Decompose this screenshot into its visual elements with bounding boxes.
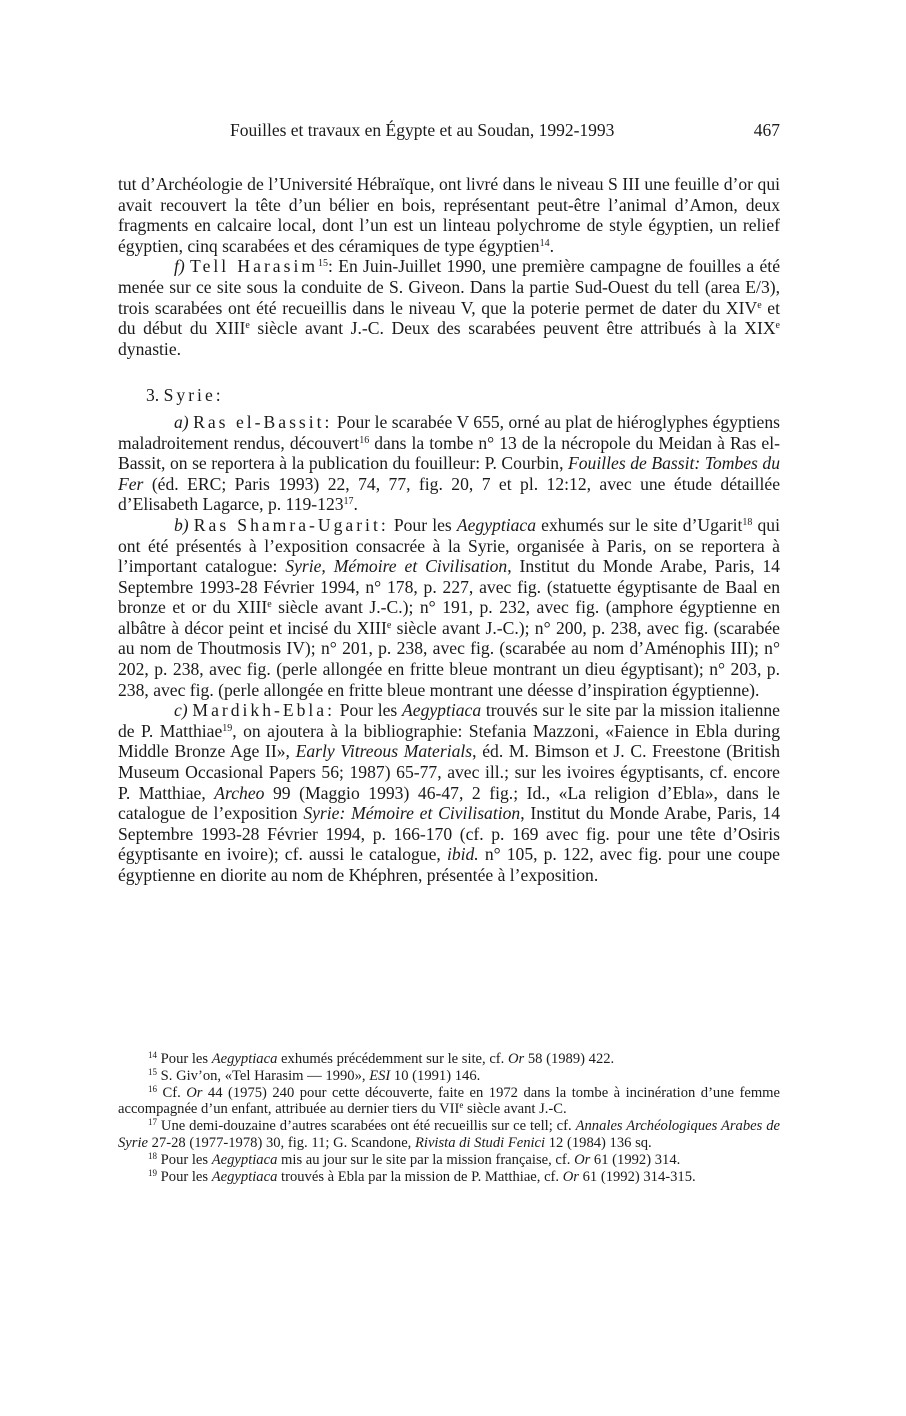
paragraph-text: n° 105, p. 122, avec fig. pour une coupe égyptienne en diorite au nom de Khéphren, présentée à l’exposition. [118,844,780,885]
footnote-17 [118,1118,780,1152]
footnote-number: 18 [148,1150,157,1161]
paragraph-text: siècle avant J.-C.); n° 200, p. 238, avec fig. (scarabée au nom de Thoutmosis IV); n° 201, p. 238, avec fig. (scarabée au nom d’Aménophis III); n° 202, p. 238, avec fig. (perle allongée en fritte bleue montrant un dieu égyptisant); n° 203, p. 238, avec fig. (perle allongée en fritte bleue montrant une déesse d’inspiration égyptienne). [118,617,780,700]
paragraph-text: qui ont été présentés à l’exposition consacrée à la Syrie, organisée à Paris, on se reportera à l’important catalogue: [118,514,780,577]
paragraph-text: Pour le scarabée V 655, orné au plat de hiéroglyphes égyptiens maladroitement rendus, découvert [118,411,780,453]
footnote-number: 14 [148,1050,157,1060]
section-title: Syrie: [163,385,224,406]
paragraph-text: Pour les [388,514,457,535]
footnote-ref: 19 [222,722,233,734]
site-name: Ras el-Bassit: [193,411,333,432]
italic-term: Aegyptiaca [456,514,537,535]
journal-abbrev: Or [507,1051,525,1067]
italic-term: ibid. [446,844,479,865]
journal-title: Rivista di Studi Fenici [414,1134,546,1151]
footnote-number: 15 [148,1066,157,1077]
item-label: b) [174,514,189,535]
paragraph-text: , on ajoutera à la bibliographie: Stefania Mazzoni, «Faience in Ebla during Middle Bronze Age II», [118,720,780,762]
footnote-18 [118,1152,780,1169]
italic-term: Aegyptiaca [402,700,482,721]
footnote-text: Cf. [162,1084,187,1101]
footnote-text: 61 (1992) 314. [590,1151,681,1168]
paragraph-end: . [549,235,554,256]
item-label: f) [174,256,185,277]
superscript: e [757,299,762,311]
paragraph-text: dans la tombe n° 13 de la nécropole du Meidan à Ras el-Bassit, on se reportera à la publication du fouilleur: P. Courbin, [118,432,780,474]
italic-term: Aegyptiaca [211,1051,278,1067]
journal-abbrev: Or [562,1168,579,1185]
footnote-text: 27-28 (1977-1978) 30, fig. 11; G. Scandone, [148,1134,415,1151]
footnotes [118,1051,780,1185]
footnote-text: Une demi-douzaine d’autres scarabées ont été recueillis sur ce tell; cf. [160,1118,576,1135]
paragraph-text: 99 (Maggio 1993) 46-47, 2 fig.; Id., «La religion d’Ebla», dans le catalogue de l’exposition [118,782,780,824]
paragraph-ras-el-bassit [118,412,780,515]
journal-abbrev: Or [574,1151,591,1168]
catalogue-title: Syrie: Mémoire et Civilisation [303,803,521,824]
paragraph-text: , Institut du Monde Arabe, Paris, 14 Septembre 1993-28 Février 1994, p. 166-170 (cf. p. 169 avec fig. pour une tête d’Osiris égyptisante en ivoire); cf. aussi le catalogue, [118,803,780,865]
footnote-text: Pour les [160,1051,212,1067]
item-label: a) [174,411,189,432]
footnote-ref: 17 [343,496,354,508]
paragraph-continuation [118,174,780,256]
paragraph-text: et du début du XIII [118,297,780,339]
footnote-text: 58 (1989) 422. [524,1051,615,1067]
paragraph-text: exhumés sur le site d’Ugarit [536,514,743,535]
journal-title: Annales Archéologiques Arabes de Syrie [118,1118,780,1151]
footnote-number: 19 [148,1167,157,1178]
footnote-19 [118,1169,780,1186]
footnote-text: 10 (1991) 146. [390,1067,481,1084]
superscript: e [267,599,272,611]
footnote-text: Pour les [160,1168,212,1185]
paragraph-text: trouvés sur le site par la mission italienne de P. Matthiae [118,700,780,741]
page-number: 467 [753,120,780,140]
footnote-ref: 16 [359,434,370,446]
paragraph-text: Pour les [335,700,403,721]
footnote-ref: 14 [539,237,550,249]
paragraph-text: : En Juin-Juillet 1990, une première campagne de fouilles a été menée sur ce site sous la conduite de S. Giveon. Dans la partie Sud-Ouest du tell (area E/3), trois scarabées ont été recueillis dans le niveau V, que la poterie permet de dater du XIV [118,256,781,318]
main-text [118,174,780,886]
catalogue-title: Syrie, Mémoire et Civilisation [285,556,508,577]
item-label: c) [174,700,188,721]
paragraph-ras-shamra [118,515,780,700]
footnote-text: S. Giv’on, «Tel Harasim — 1990», [160,1067,370,1084]
superscript: e [245,320,250,332]
paragraph-text: , éd. M. Bimson et J. C. Freestone (British Museum Occasional Papers 56; 1987) 65-77, avec ill.; sur les ivoires égyptisants, cf. encore P. Matthiae, [118,741,780,803]
footnote-15 [118,1068,780,1085]
superscript: e [386,619,392,631]
paragraph-text: siècle avant J.-C. Deux des scarabées peuvent être attribués à la XIX [249,318,776,339]
site-name: Mardikh-Ebla: [192,700,335,721]
site-name: Ras Shamra-Ugarit: [193,514,389,535]
footnote-text: exhumés précédemment sur le site, cf. [277,1051,508,1067]
paragraph-text: tut d’Archéologie de l’Université Hébraïque, ont livré dans le niveau S III une feuille d’or qui avait recouvert la tête d’un bélier en bois, représentant peut-être l’animal d’Amon, deux fragments en calcaire local, dont l’un est un linteau polychrome de style égyptien, un relief égyptien, cinq scarabées et des céramiques de type égyptien [118,174,780,256]
journal-title: Early Vitreous Materials [295,741,473,762]
footnote-ref: 18 [742,516,753,528]
section-number: 3. [146,385,160,406]
paragraph-text: dynastie. [118,338,182,359]
footnote-text: 61 (1992) 314-315. [578,1168,696,1185]
paragraph-tell-harasim [118,256,780,359]
running-title: Fouilles et travaux en Égypte et au Soudan, 1992-1993 [230,120,615,140]
footnote-14 [118,1051,780,1068]
paragraph-text: siècle avant J.-C.); n° 191, p. 232, avec fig. (amphore égyptienne en albâtre à décor peint et incisé du XIII [118,597,780,638]
italic-term: Aegyptiaca [211,1168,278,1185]
paragraph-text: , Institut du Monde Arabe, Paris, 14 Septembre 1993-28 Février 1994, n° 178, p. 227, avec fig. (statuette égyptisante de Baal en bronze et or du XIII [118,556,780,618]
footnote-text: 44 (1975) 240 pour cette découverte, faite en 1972 dans la tombe à incinération d’une femme accompagnée d’un enfant, attribuée au dernier tiers du VII [118,1084,780,1118]
journal-abbrev: ESI [369,1067,391,1084]
footnote-text: Pour les [160,1151,212,1168]
footnote-number: 17 [148,1117,157,1128]
superscript: e [459,1100,464,1111]
paragraph-end: . [353,494,358,515]
section-heading [118,385,780,406]
footnote-text: trouvés à Ebla par la mission de P. Matthiae, cf. [277,1168,563,1185]
footnote-number: 16 [148,1083,157,1094]
journal-title: Archeo [214,782,265,803]
journal-abbrev: Or [186,1084,203,1101]
book-title: Fouilles de Bassit: Tombes du Fer [118,453,780,494]
footnote-ref: 15 [318,258,329,270]
paragraph-mardikh-ebla [118,700,780,885]
site-name: Tell Harasim [190,256,319,277]
footnote-16 [118,1085,780,1119]
superscript: e [775,320,780,332]
footnote-text: 12 (1984) 136 sq. [545,1134,652,1151]
italic-term: Aegyptiaca [211,1151,278,1168]
footnote-text: mis au jour sur le site par la mission française, cf. [277,1151,575,1168]
footnote-text: siècle avant J.-C. [463,1101,567,1118]
paragraph-text: (éd. ERC; Paris 1993) 22, 74, 77, fig. 20, 7 et pl. 12:12, avec une étude détaillée d’Elisabeth Lagarce, p. 119-123 [118,473,780,515]
